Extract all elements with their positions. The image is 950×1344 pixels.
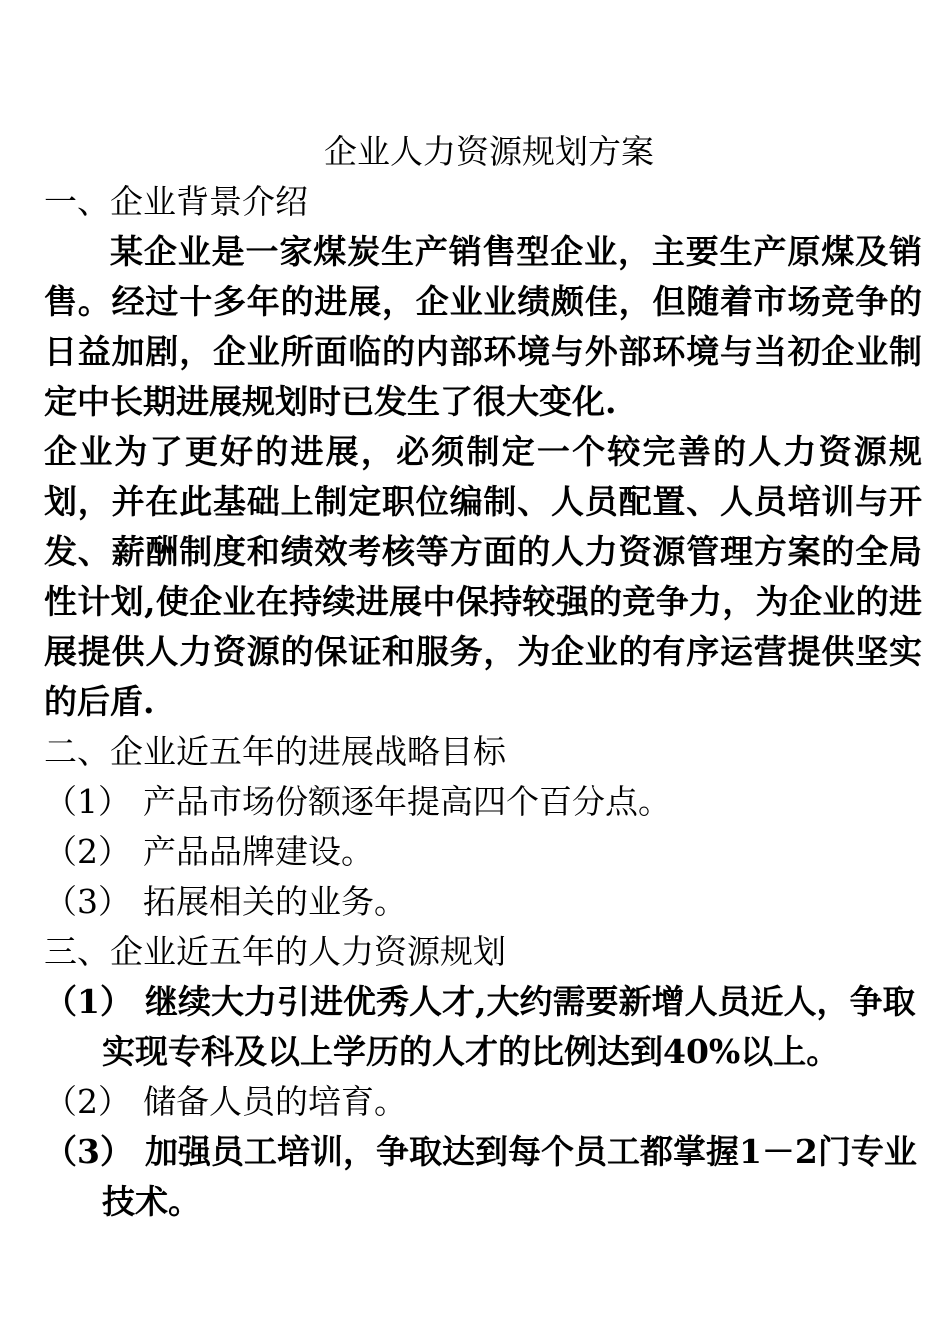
section-heading-strategy: 二、企业近五年的进展战略目标 xyxy=(44,732,506,771)
document-page xyxy=(44,127,922,1227)
strategy-item-1 xyxy=(44,777,922,827)
section-heading-hr-plan: 三、企业近五年的人力资源规划 xyxy=(44,932,506,971)
list-text: 继续大力引进优秀人才,大约需要新增人员近人，争取实现专科及以上学历的人才的比例达到40%以上。 xyxy=(102,982,916,1071)
background-paragraph-2: 企业为了更好的进展，必须制定一个较完善的人力资源规划，并在此基础上制定职位编制、人员配置、人员培训与开发、薪酬制度和绩效考核等方面的人力资源管理方案的全局性计划,使企业在持续进展中保持较强的竞争力，为企业的进展提供人力资源的保证和服务，为企业的有序运营提供坚实的后盾. xyxy=(44,432,922,721)
list-text: 拓展相关的业务。 xyxy=(143,882,407,921)
list-number: （2） xyxy=(44,832,131,871)
list-number: （1） xyxy=(44,982,133,1021)
strategy-item-2 xyxy=(44,827,922,877)
list-number: （2） xyxy=(44,1082,131,1121)
list-number: （1） xyxy=(44,782,131,821)
list-number: （3） xyxy=(44,1132,133,1171)
section-heading-background: 一、企业背景介绍 xyxy=(44,182,308,221)
document-title: 企业人力资源规划方案 xyxy=(324,132,654,171)
hr-plan-item-3 xyxy=(44,1127,922,1227)
background-paragraph-1: 某企业是一家煤炭生产销售型企业，主要生产原煤及销售。经过十多年的进展，企业业绩颇佳，但随着市场竞争的日益加剧，企业所面临的内部环境与外部环境与当初企业制定中长期进展规划时已发生了很大变化. xyxy=(44,232,922,421)
hr-plan-item-2 xyxy=(44,1077,922,1127)
strategy-item-3 xyxy=(44,877,922,927)
hr-plan-item-1 xyxy=(44,977,922,1077)
list-text: 储备人员的培育。 xyxy=(143,1082,407,1121)
list-text: 产品品牌建设。 xyxy=(143,832,374,871)
list-text: 加强员工培训，争取达到每个员工都掌握1－2门专业技术。 xyxy=(102,1132,917,1221)
list-text: 产品市场份额逐年提高四个百分点。 xyxy=(143,782,671,821)
list-number: （3） xyxy=(44,882,131,921)
